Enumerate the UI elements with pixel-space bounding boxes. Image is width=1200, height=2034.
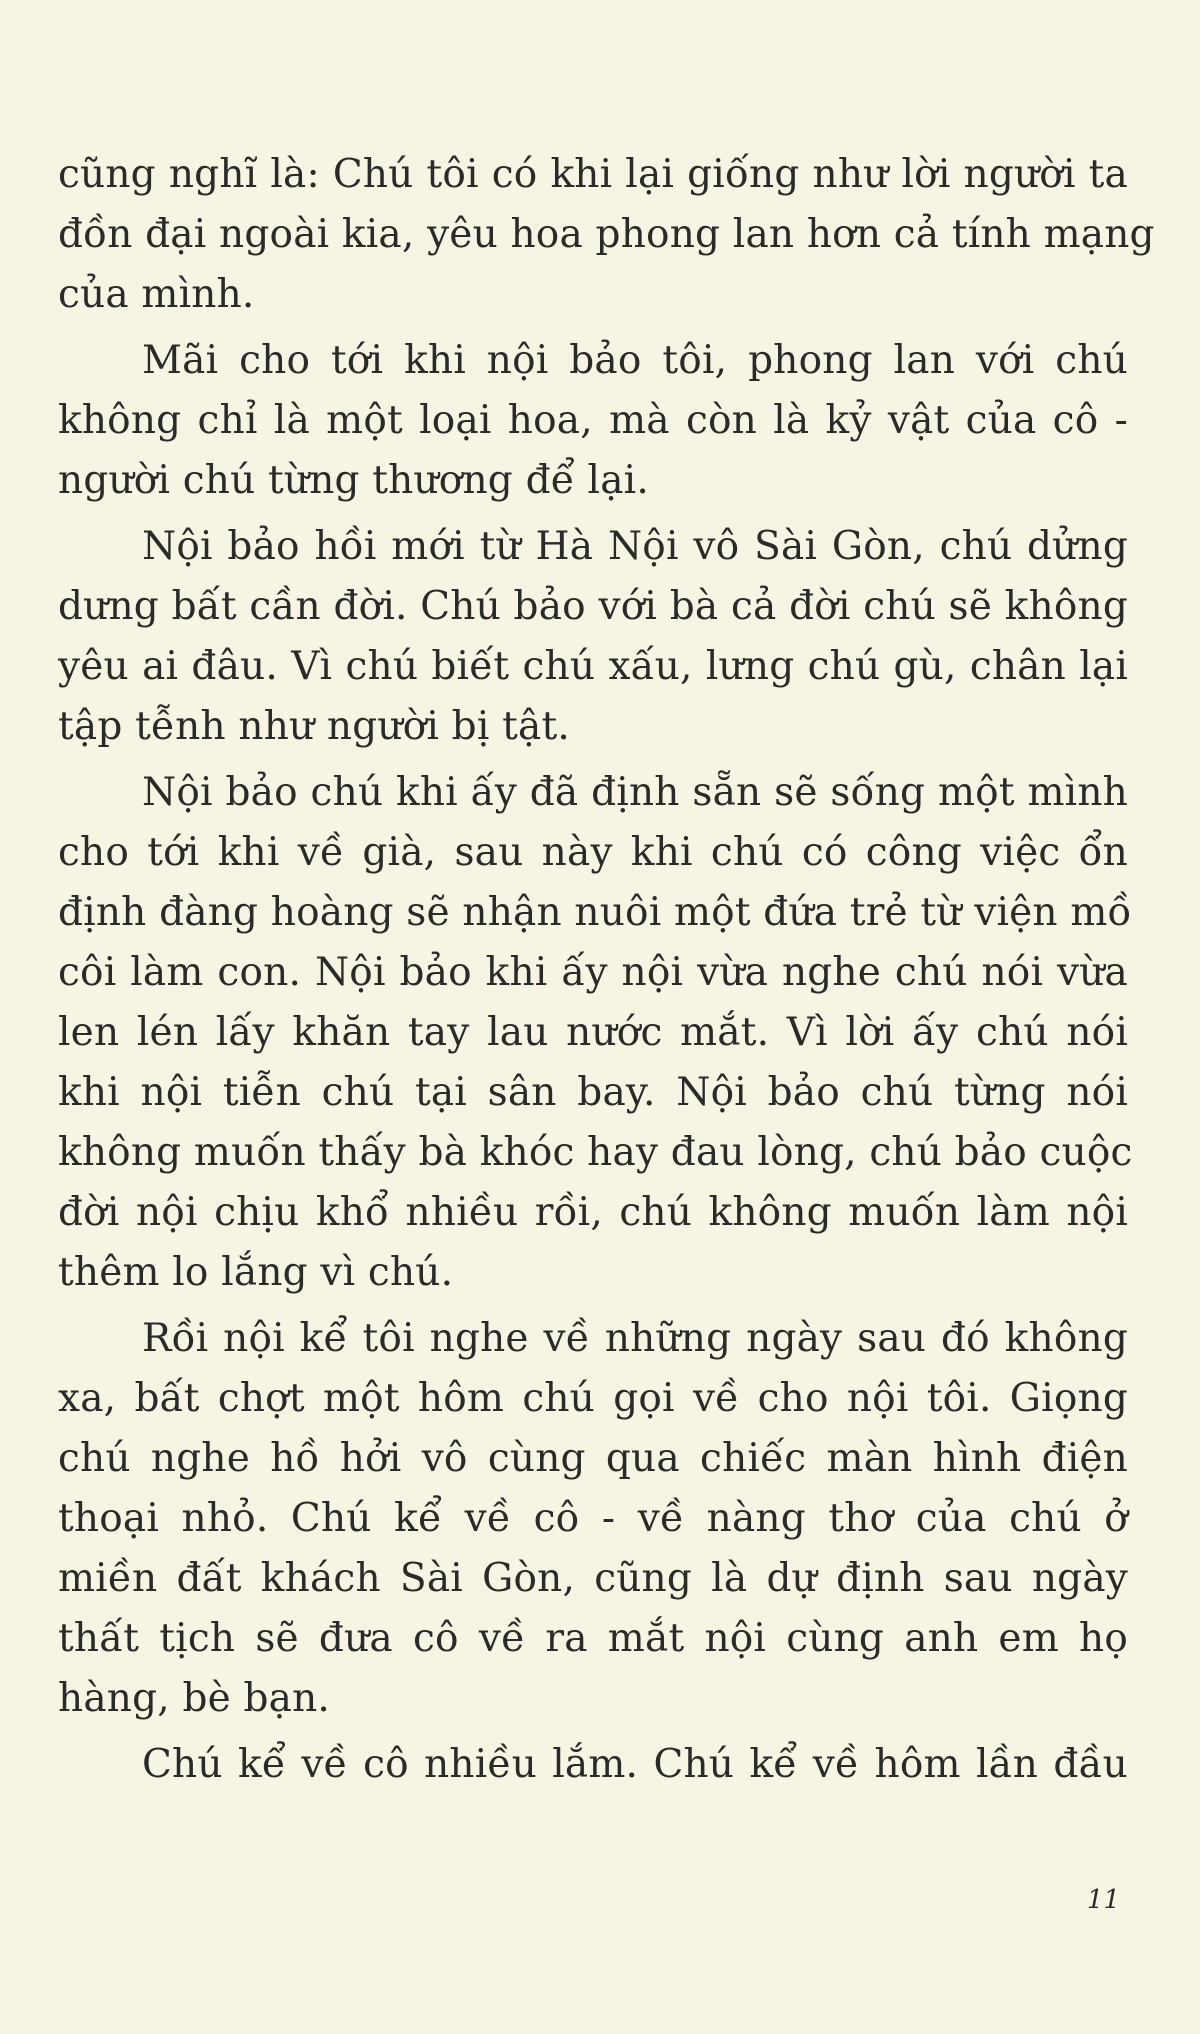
text-line: không chỉ là một loại hoa, mà còn là kỷ vật của cô - xyxy=(58,398,1128,443)
text-line: Chú kể về cô nhiều lắm. Chú kể về hôm lần đầu xyxy=(142,1742,1128,1787)
text-line: yêu ai đâu. Vì chú biết chú xấu, lưng chú gù, chân lại xyxy=(58,644,1128,689)
paragraph xyxy=(58,1309,1128,1729)
paragraph xyxy=(58,517,1128,757)
text-line: của mình. xyxy=(58,272,255,317)
text-line: len lén lấy khăn tay lau nước mắt. Vì lời ấy chú nói xyxy=(58,1010,1128,1055)
paragraph xyxy=(58,331,1128,511)
text-line: thoại nhỏ. Chú kể về cô - về nàng thơ của chú ở xyxy=(58,1496,1128,1541)
text-line: khi nội tiễn chú tại sân bay. Nội bảo chú từng nói xyxy=(58,1070,1128,1115)
text-line: Nội bảo chú khi ấy đã định sẵn sẽ sống một mình xyxy=(142,770,1128,815)
text-line: miền đất khách Sài Gòn, cũng là dự định sau ngày xyxy=(58,1556,1128,1601)
text-line: không muốn thấy bà khóc hay đau lòng, chú bảo cuộc xyxy=(58,1130,1133,1175)
text-line: chú nghe hồ hởi vô cùng qua chiếc màn hình điện xyxy=(58,1436,1128,1481)
text-line: định đàng hoàng sẽ nhận nuôi một đứa trẻ từ viện mồ xyxy=(58,890,1132,935)
text-line: Mãi cho tới khi nội bảo tôi, phong lan với chú xyxy=(142,338,1128,383)
text-line: xa, bất chợt một hôm chú gọi về cho nội tôi. Giọng xyxy=(58,1376,1128,1421)
paragraph xyxy=(58,145,1155,325)
page-number: 11 xyxy=(1086,1885,1120,1915)
text-line: thất tịch sẽ đưa cô về ra mắt nội cùng anh em họ xyxy=(58,1616,1128,1661)
text-line: Rồi nội kể tôi nghe về những ngày sau đó không xyxy=(142,1316,1128,1361)
text-line: côi làm con. Nội bảo khi ấy nội vừa nghe chú nói vừa xyxy=(58,950,1128,995)
text-line: Nội bảo hồi mới từ Hà Nội vô Sài Gòn, chú dửng xyxy=(142,524,1128,569)
text-line: đời nội chịu khổ nhiều rồi, chú không muốn làm nội xyxy=(58,1190,1128,1235)
text-line: cũng nghĩ là: Chú tôi có khi lại giống như lời người ta xyxy=(58,152,1128,197)
text-line: thêm lo lắng vì chú. xyxy=(58,1250,454,1295)
text-line: dưng bất cần đời. Chú bảo với bà cả đời chú sẽ không xyxy=(58,584,1128,629)
body-text xyxy=(58,145,1155,1795)
text-line: cho tới khi về già, sau này khi chú có công việc ổn xyxy=(58,830,1128,875)
text-line: người chú từng thương để lại. xyxy=(58,458,649,503)
text-line: đồn đại ngoài kia, yêu hoa phong lan hơn cả tính mạng xyxy=(58,212,1155,257)
text-line: hàng, bè bạn. xyxy=(58,1676,331,1721)
text-line: tập tễnh như người bị tật. xyxy=(58,704,570,749)
paragraph xyxy=(58,1735,1128,1795)
paragraph xyxy=(58,763,1133,1303)
